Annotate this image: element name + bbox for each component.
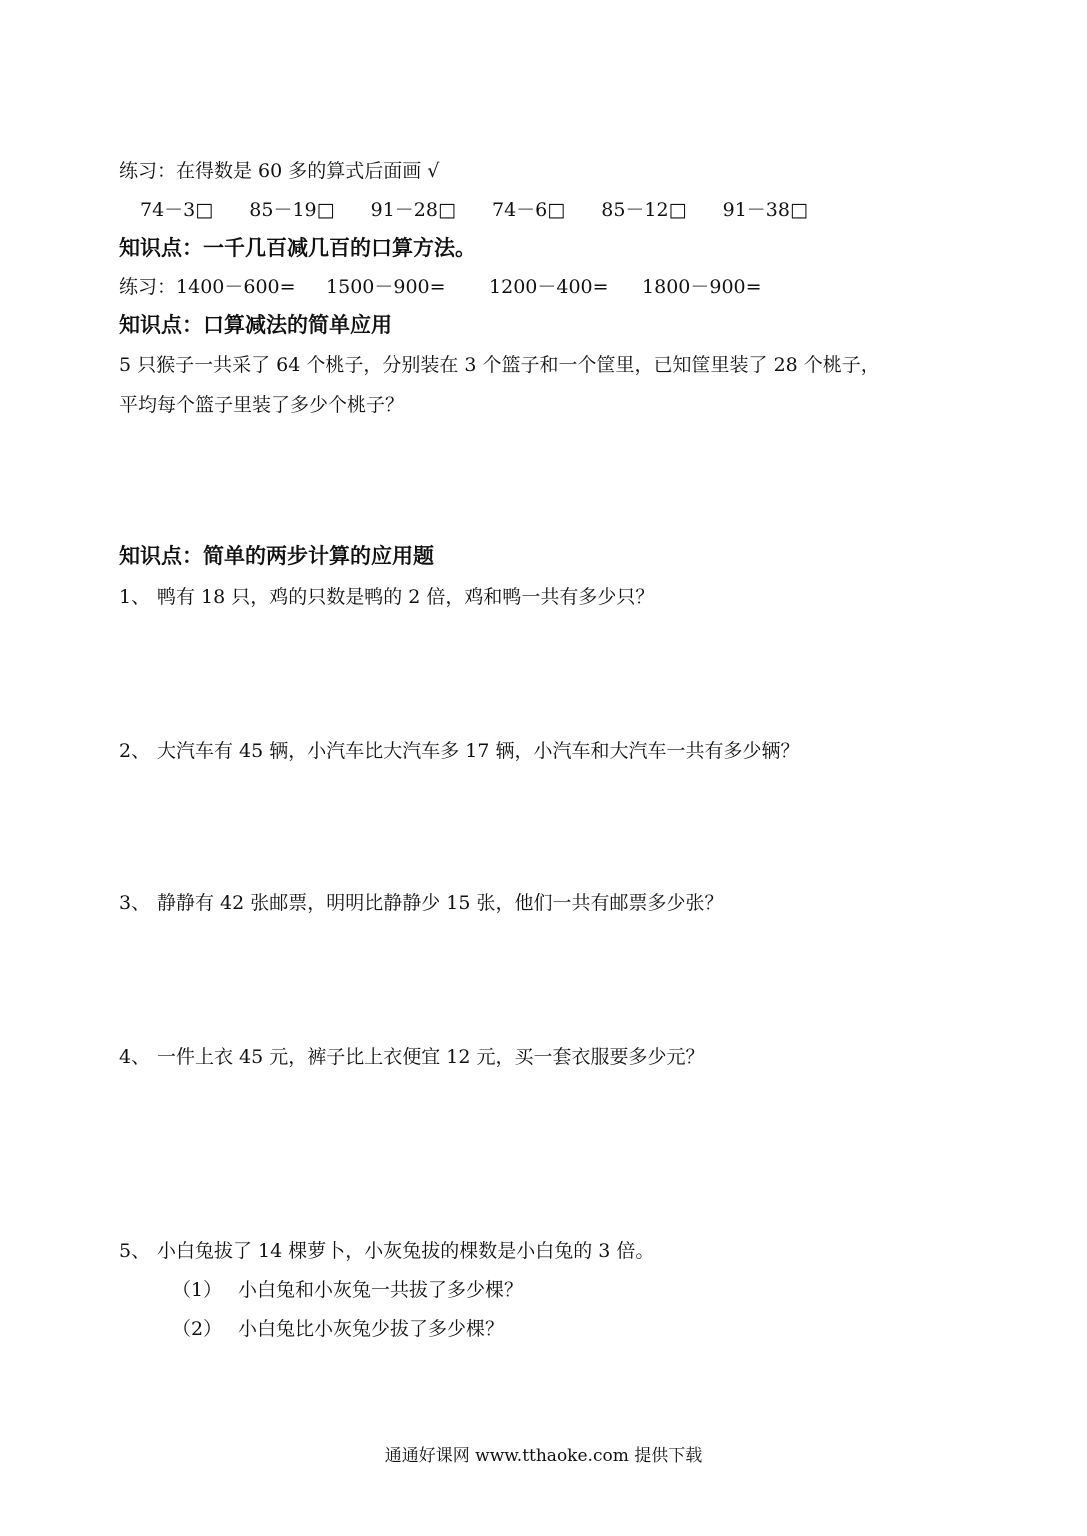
question-text: 小白兔拔了 14 棵萝卜，小灰兔拔的棵数是小白兔的 3 倍。 bbox=[157, 1240, 655, 1262]
question-text: 鸭有 18 只，鸡的只数是鸭的 2 倍，鸡和鸭一共有多少只？ bbox=[157, 586, 655, 608]
question-item bbox=[119, 1044, 705, 1070]
practice-item: 91－38□ bbox=[722, 199, 808, 221]
subquestion-number: （1） bbox=[172, 1279, 223, 1301]
practice-label: 练习： bbox=[119, 276, 177, 298]
question-item bbox=[119, 1238, 654, 1264]
question-item bbox=[119, 738, 800, 764]
footer-text: 通通好课网 www.tthaoke.com 提供下载 bbox=[384, 1446, 703, 1466]
practice-item: 74－3□ bbox=[140, 199, 214, 221]
section-heading: 知识点：口算减法的简单应用 bbox=[119, 313, 392, 337]
question-number: 1、 bbox=[119, 586, 151, 608]
practice-item: 1200－400= bbox=[489, 276, 609, 298]
section1-practice-row bbox=[119, 274, 762, 300]
problem-text-line: 5 只猴子一共采了 64 个桃子，分别装在 3 个篮子和一个筐里，已知筐里装了 28 个桃子， bbox=[119, 354, 880, 376]
practice-item: 1500－900= bbox=[326, 276, 446, 298]
subquestion-item bbox=[172, 1316, 504, 1342]
practice-item: 91－28□ bbox=[370, 199, 456, 221]
practice-instruction: 练习：在得数是 60 多的算式后面画 √ bbox=[119, 160, 440, 182]
section-heading: 知识点：简单的两步计算的应用题 bbox=[119, 544, 434, 568]
subquestion-number: （2） bbox=[172, 1318, 223, 1340]
practice-item: 85－19□ bbox=[249, 199, 335, 221]
question-item bbox=[119, 584, 654, 610]
question-number: 4、 bbox=[119, 1046, 151, 1068]
subquestion-text: 小白兔比小灰兔少拔了多少棵？ bbox=[238, 1318, 505, 1340]
problem-text-line: 平均每个篮子里装了多少个桃子？ bbox=[119, 394, 405, 416]
question-text: 一件上衣 45 元，裤子比上衣便宜 12 元，买一套衣服要多少元？ bbox=[157, 1046, 705, 1068]
practice-item: 1800－900= bbox=[642, 276, 762, 298]
subquestion-item bbox=[172, 1277, 523, 1303]
question-number: 3、 bbox=[119, 892, 151, 914]
subquestion-text: 小白兔和小灰兔一共拔了多少棵？ bbox=[238, 1279, 524, 1301]
question-text: 大汽车有 45 辆，小汽车比大汽车多 17 辆，小汽车和大汽车一共有多少辆？ bbox=[157, 740, 800, 762]
practice-item: 74－6□ bbox=[491, 199, 566, 221]
practice-item: 1400－600= bbox=[176, 276, 296, 298]
question-number: 5、 bbox=[119, 1240, 151, 1262]
section-heading: 知识点：一千几百减几百的口算方法。 bbox=[119, 236, 476, 260]
question-item bbox=[119, 890, 724, 916]
practice-item: 85－12□ bbox=[601, 199, 687, 221]
practice-items-row bbox=[140, 197, 838, 223]
question-number: 2、 bbox=[119, 740, 151, 762]
question-text: 静静有 42 张邮票，明明比静静少 15 张，他们一共有邮票多少张？ bbox=[157, 892, 724, 914]
